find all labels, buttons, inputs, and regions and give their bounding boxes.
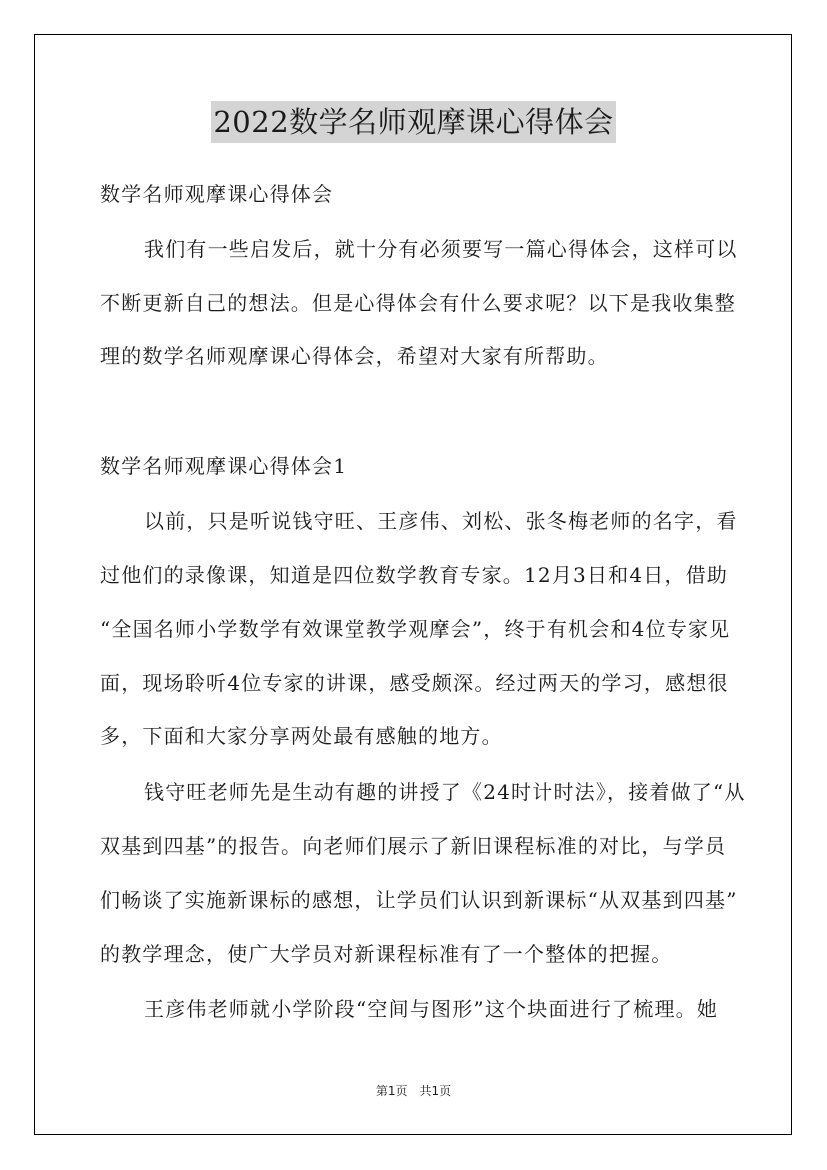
paragraph-line: 王彦伟老师就小学阶段“空间与图形”这个块面进行了梳理。她	[144, 997, 719, 1021]
paragraph-line: 过他们的录像课，知道是四位数学教育专家。12月3日和4日，借助	[100, 563, 729, 587]
intro-line: 我们有一些启发后，就十分有必须要写一篇心得体会，这样可以	[144, 237, 738, 261]
paragraph-line: 的教学理念，使广大学员对新课程标准有了一个整体的把握。	[100, 942, 673, 966]
subtitle: 数学名师观摩课心得体会	[100, 182, 334, 206]
paragraph-line: 面，现场聆听4位专家的讲课，感受颇深。经过两天的学习，感想很	[100, 671, 729, 695]
page-number: 第1页 共1页	[375, 1084, 452, 1098]
paragraph-line: 双基到四基”的报告。向老师们展示了新旧课程标准的对比，与学员	[100, 834, 727, 858]
section-heading: 数学名师观摩课心得体会1	[100, 454, 348, 478]
intro-line: 不断更新自己的想法。但是心得体会有什么要求呢？以下是我收集整	[100, 291, 736, 315]
title-container	[0, 101, 827, 143]
intro-line: 理的数学名师观摩课心得体会，希望对大家有所帮助。	[100, 344, 609, 368]
document-title: 2022数学名师观摩课心得体会	[211, 101, 615, 143]
paragraph-line: 多，下面和大家分享两处最有感触的地方。	[100, 724, 503, 748]
paragraph-line: 们畅谈了实施新课标的感想，让学员们认识到新课标“从双基到四基”	[100, 888, 738, 912]
paragraph-line: 钱守旺老师先是生动有趣的讲授了《24时计时法》，接着做了“从	[144, 780, 746, 804]
paragraph-line: 以前，只是听说钱守旺、王彦伟、刘松、张冬梅老师的名字，看	[144, 509, 738, 533]
paragraph-line: “全国名师小学数学有效课堂教学观摩会”，终于有机会和4位专家见	[100, 617, 731, 641]
